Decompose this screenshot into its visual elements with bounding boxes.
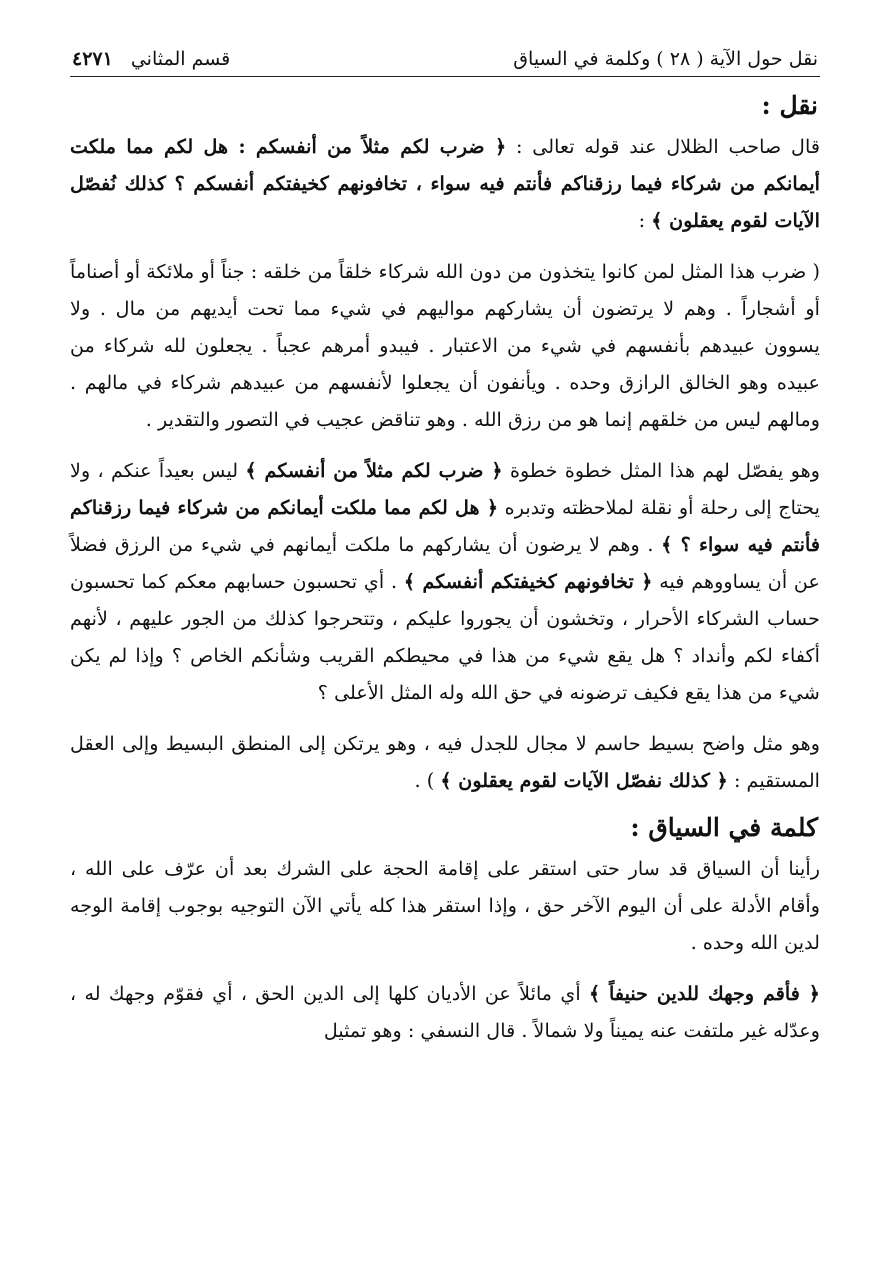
paragraph-6	[70, 975, 820, 1049]
p3-quran-quote-3: ﴿ تخافونهم كخيفتكم أنفسكم ﴾	[403, 570, 653, 593]
running-header-left	[72, 48, 230, 70]
p4-end: ) .	[414, 769, 441, 792]
paragraph-1	[70, 128, 820, 239]
p1-quran-quote: ﴿ ضرب لكم مثلاً من أنفسكم : هل لكم مما ملكت أيمانكم من شركاء فيما رزقناكم فأنتم فيه سواء ، تخافونهم كخيفتكم أنفسكم ؟ كذلك نُفصّل الآيات لقوم يعقلون ﴾	[70, 135, 820, 232]
p6-text: أي مائلاً عن الأديان كلها إلى الدين الحق ، أي فقوّم وجهك له ، وعدّله غير ملتفت عنه يميناً ولا شمالاً . قال النسفي : وهو تمثيل	[70, 982, 820, 1042]
p3-quran-quote-2: ﴿ هل لكم مما ملكت أيمانكم من شركاء فيما رزقناكم فأنتم فيه سواء ؟ ﴾	[70, 496, 820, 556]
naql-heading: نقل :	[761, 91, 818, 120]
p3-text-c: ليس بعيداً عنكم ، ولا يحتاج إلى رحلة أو نقلة لملاحظته وتدبره	[70, 459, 820, 519]
paragraph-2: ( ضرب هذا المثل لمن كانوا يتخذون من دون الله شركاء خلقاً من خلقه : جناً أو ملائكة أو أصناماً أو أشجاراً . وهم لا يرتضون أن يشاركهم مواليهم في شيء مما تحت أيديهم من مال . ولا يسوون عبيدهم بأنفسهم في شيء من الاعتبار . فيبدو أمرهم عجباً . يجعلون لله شركاء من عبيده وهو الخالق الرازق وحده . ويأنفون أن يجعلوا لأنفسهم من عبيدهم شركاء في مالهم . ومالهم ليس من خلقهم إنما هو من رزق الله . وهو تناقض عجيب في التصور والتقدير .	[70, 260, 820, 431]
running-header	[70, 48, 820, 77]
p3-text-e: . وهم لا يرضون أن يشاركهم ما ملكت أيمانهم في شيء من الرزق فضلاً عن أن يساووهم فيه	[70, 533, 820, 593]
page-number: ٤٢٧١	[72, 48, 113, 70]
p4-text-a: وهو مثل واضح بسيط حاسم لا مجال للجدل فيه ، وهو يرتكن إلى المنطق البسيط وإلى العقل المستقيم :	[70, 732, 820, 792]
paragraph-4	[70, 725, 820, 799]
p1-end: :	[638, 209, 652, 232]
paragraph-3	[70, 452, 820, 711]
p6-quran-quote: ﴿ فأقم وجهك للدين حنيفاً ﴾	[588, 982, 820, 1005]
p3-quran-quote-1: ﴿ ضرب لكم مثلاً من أنفسكم ﴾	[245, 459, 503, 482]
book-page	[70, 48, 820, 1063]
running-title: نقل حول الآية ( ٢٨ ) وكلمة في السياق	[513, 48, 818, 70]
context-heading: كلمة في السياق :	[630, 813, 818, 842]
p1-text: قال صاحب الظلال عند قوله تعالى :	[506, 135, 820, 158]
p3-text-g: . أي تحسبون حسابهم معكم كما تحسبون حساب الشركاء الأحرار ، وتخشون أن يجوروا عليكم ، وتتحرجوا كذلك من الجور عليهم ، لأنهم أكفاء لكم وأنداد ؟ هل يقع شيء من هذا في محيطكم القريب وشأنكم الخاص ؟ وإذا لم يكن شيء من هذا يقع فكيف ترضونه في حق الله وله المثل الأعلى ؟	[70, 570, 820, 704]
p3-text-a: وهو يفصّل لهم هذا المثل خطوة خطوة	[502, 459, 820, 482]
section-name: قسم المثاني	[130, 48, 231, 70]
p4-quran-quote: ﴿ كذلك نفصّل الآيات لقوم يعقلون ﴾	[440, 769, 728, 792]
paragraph-5: رأينا أن السياق قد سار حتى استقر على إقامة الحجة على الشرك بعد أن عرّف على الله ، وأقام الأدلة على أن اليوم الآخر حق ، وإذا استقر هذا كله يأتي الآن التوجيه بوجوب إقامة الوجه لدين الله وحده .	[70, 857, 820, 954]
